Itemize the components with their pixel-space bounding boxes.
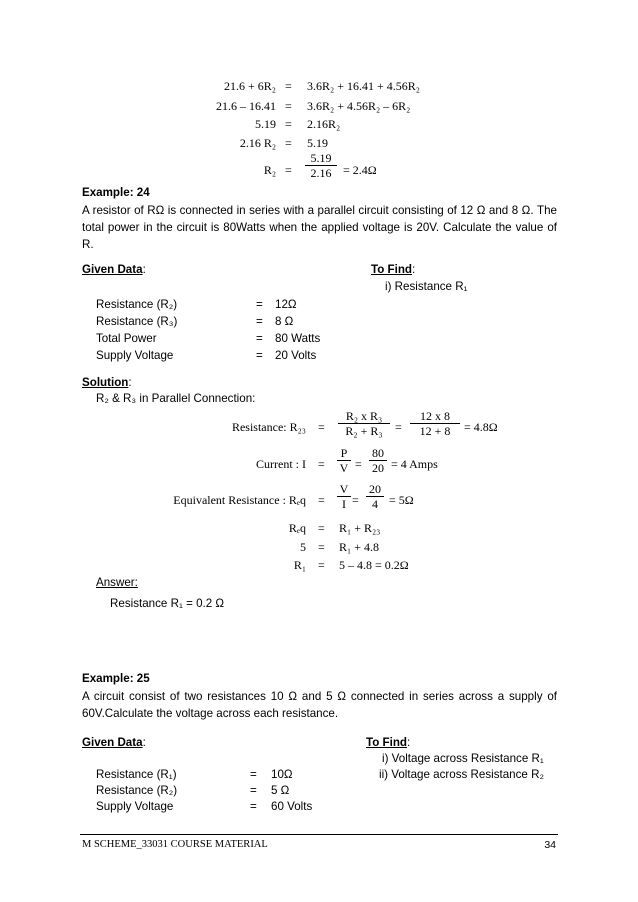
given-eq: =: [250, 768, 257, 781]
eq-lhs: 21.6 + 6R₂: [224, 79, 276, 93]
numerator: 12 x 8: [420, 409, 450, 423]
given-value: 80 Watts: [275, 332, 321, 345]
given-eq: =: [256, 315, 263, 328]
footer-course-title: M SCHEME_33031 COURSE MATERIAL: [82, 839, 268, 850]
denominator: 2.16: [305, 165, 337, 180]
denominator: 4: [366, 496, 384, 511]
given-eq: =: [250, 800, 257, 813]
numerator: 20: [369, 482, 381, 496]
numerator: R₂ x R₃: [345, 409, 383, 423]
given-value: 10Ω: [271, 768, 293, 781]
calc-eq: =: [355, 457, 362, 471]
given-name: Resistance (R₁): [96, 768, 177, 781]
step-op: =: [318, 540, 325, 554]
find-item: ii) Voltage across Resistance R₂: [379, 768, 544, 781]
numerator: P: [340, 446, 348, 460]
numerator: 5.19: [310, 151, 332, 165]
footer-rule: [80, 834, 558, 835]
fraction: [337, 482, 351, 511]
calc-result: = 4.8Ω: [464, 420, 498, 434]
given-eq: =: [256, 349, 263, 362]
step-op: =: [318, 521, 325, 535]
calc-result: = 4 Amps: [391, 457, 438, 471]
example-heading: Example: 25: [82, 672, 150, 685]
to-find-heading: To Find:: [366, 736, 411, 749]
given-name: Supply Voltage: [96, 349, 174, 362]
calc-eq: =: [318, 457, 325, 471]
given-name: Total Power: [96, 332, 157, 345]
calc-eq: =: [352, 493, 359, 507]
denominator: I: [337, 496, 351, 511]
eq-op: =: [285, 163, 292, 177]
step-op: =: [318, 558, 325, 572]
fraction: [305, 151, 337, 180]
example-heading: Example: 24: [82, 186, 150, 199]
eq-lhs: 21.6 – 16.41: [216, 99, 276, 113]
problem-statement: A circuit consist of two resistances 10 Ω and 5 Ω connected in series across a supply of 60V.Calculate the voltage across each resistance.: [82, 690, 557, 720]
calc-eq: =: [318, 420, 325, 434]
step-rhs: R₁ + 4.8: [339, 540, 379, 554]
given-value: 20 Volts: [275, 349, 317, 362]
answer-heading: Answer:: [96, 576, 138, 589]
given-eq: =: [250, 784, 257, 797]
parallel-connection-text: R₂ & R₃ in Parallel Connection:: [96, 392, 256, 405]
step-lhs: 5: [300, 540, 306, 554]
calc-result: = 5Ω: [389, 493, 414, 507]
given-value: 12Ω: [275, 298, 297, 311]
given-data-heading: Given Data:: [82, 736, 146, 749]
given-value: 8 Ω: [275, 315, 294, 328]
eq-lhs: 5.19: [255, 117, 276, 131]
given-value: 5 Ω: [271, 784, 290, 797]
given-name: Resistance (R₂): [96, 784, 178, 797]
calc-label: Resistance: R₂₃: [231, 420, 306, 434]
denominator: R₂ + R₃: [338, 423, 390, 438]
problem-statement: A resistor of RΩ is connected in series with a parallel circuit consisting of 12 Ω and 8 Ω. The total power in the circuit is 80Watts when the applied voltage is 20V. Calculate the value of R.: [82, 204, 557, 251]
eq-rhs: 3.6R₂ + 16.41 + 4.56R₂: [307, 79, 420, 93]
fraction: [337, 446, 351, 475]
eq-lhs: R₂: [263, 163, 276, 177]
calc-eq: =: [318, 493, 325, 507]
fraction: [410, 409, 460, 438]
given-eq: =: [256, 298, 263, 311]
given-value: 60 Volts: [271, 800, 313, 813]
fraction: [369, 446, 387, 475]
eq-op: =: [285, 99, 292, 113]
eq-result: = 2.4Ω: [343, 163, 377, 177]
denominator: V: [337, 460, 351, 475]
given-eq: =: [256, 332, 263, 345]
given-name: Supply Voltage: [96, 800, 174, 813]
eq-op: =: [285, 79, 292, 93]
step-lhs: R₁: [293, 558, 306, 572]
eq-op: =: [285, 117, 292, 131]
given-data-heading: Given Data:: [82, 263, 146, 276]
fraction: [366, 482, 384, 511]
eq-rhs: 5.19: [307, 136, 328, 150]
denominator: 20: [369, 460, 387, 475]
calc-label: Current : I: [256, 457, 306, 471]
page-number: 34: [544, 839, 556, 851]
calc-label: Equivalent Resistance : Rₑq: [173, 493, 306, 507]
answer-text: Resistance R₁ = 0.2 Ω: [110, 597, 225, 610]
fraction: [338, 409, 390, 438]
find-item: i) Resistance R₁: [385, 280, 468, 293]
step-rhs: R₁ + R₂₃: [339, 521, 381, 535]
eq-op: =: [285, 136, 292, 150]
eq-rhs: 2.16R₂: [307, 117, 341, 131]
find-item: i) Voltage across Resistance R₁: [382, 752, 544, 765]
numerator: V: [339, 482, 349, 496]
denominator: 12 + 8: [410, 423, 460, 438]
calc-eq: =: [395, 420, 402, 434]
numerator: 80: [372, 446, 384, 460]
step-lhs: Rₑq: [288, 521, 306, 535]
given-name: Resistance (R₃): [96, 315, 178, 328]
eq-rhs: 3.6R₂ + 4.56R₂ – 6R₂: [307, 99, 411, 113]
eq-lhs: 2.16 R₂: [239, 136, 276, 150]
solution-heading: Solution:: [82, 376, 132, 389]
step-rhs: 5 – 4.8 = 0.2Ω: [339, 558, 409, 572]
given-name: Resistance (R₂): [96, 298, 178, 311]
to-find-heading: To Find:: [371, 263, 416, 276]
